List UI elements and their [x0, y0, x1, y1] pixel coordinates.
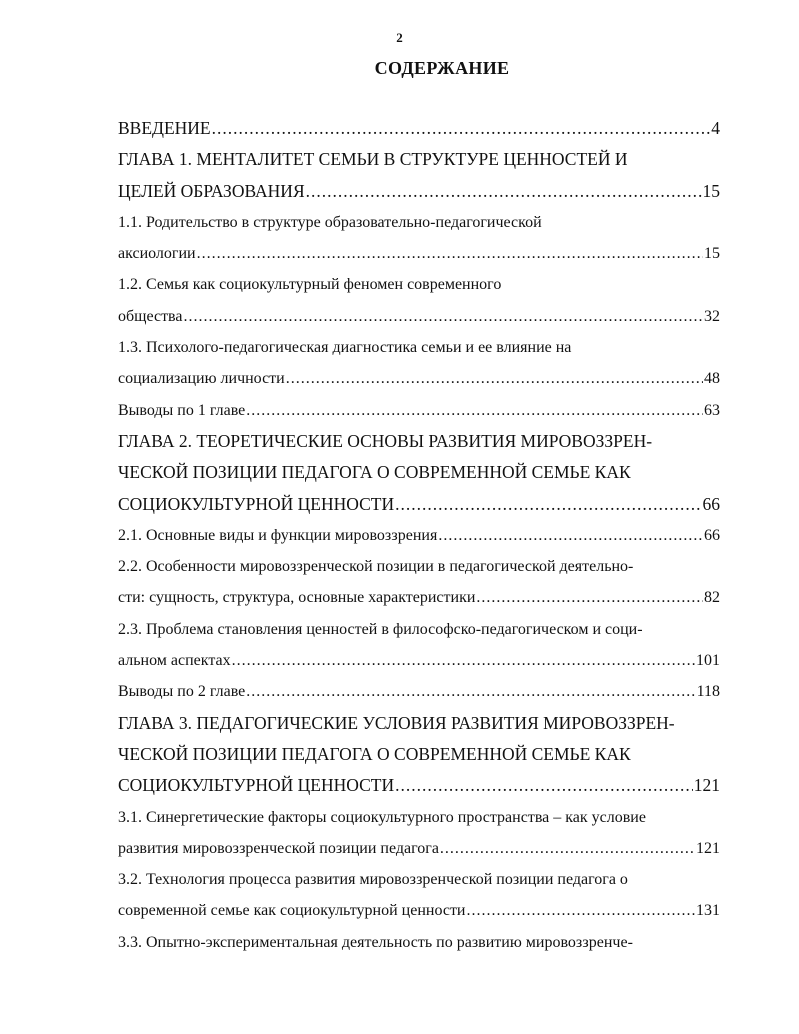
toc-entry-text: ЧЕСКОЙ ПОЗИЦИИ ПЕДАГОГА О СОВРЕМЕННОЙ СЕМЬЕ КАК [118, 462, 631, 483]
toc-entry [118, 457, 720, 488]
toc-entry-text: 1.2. Семья как социокультурный феномен современного [118, 276, 502, 294]
toc-entry [118, 363, 720, 394]
toc-entry-text: альном аспектах [118, 652, 231, 670]
toc-entry [118, 927, 720, 958]
toc-entry-text: СОЦИОКУЛЬТУРНОЙ ЦЕННОСТИ [118, 493, 395, 514]
toc-entry-text: сти: сущность, структура, основные характеристики [118, 589, 476, 607]
toc-dot-leader [306, 176, 702, 207]
toc-dot-leader [232, 645, 695, 676]
toc-dot-leader [197, 238, 703, 269]
toc-entry [118, 144, 720, 175]
toc-dot-leader [395, 770, 693, 801]
toc-entry-text: 2.2. Особенности мировоззренческой позиции в педагогической деятельно- [118, 558, 634, 576]
toc-entry [118, 895, 720, 926]
toc-entry [118, 864, 720, 895]
toc-entry [118, 489, 720, 520]
toc-entry-page: 15 [704, 245, 720, 263]
toc-entry [118, 802, 720, 833]
toc-entry-text: социализацию личности [118, 370, 285, 388]
toc-entry-page: 15 [702, 180, 720, 201]
toc-entry-text: 3.3. Опытно-экспериментальная деятельность по развитию мировоззренче- [118, 933, 633, 951]
toc-entry-page: 131 [696, 902, 720, 920]
toc-entry [118, 645, 720, 676]
toc-entry-text: ЧЕСКОЙ ПОЗИЦИИ ПЕДАГОГА О СОВРЕМЕННОЙ СЕМЬЕ КАК [118, 743, 631, 764]
toc-entry-text: развития мировоззренческой позиции педагога [118, 839, 439, 857]
toc-entry-text: 2.1. Основные виды и функции мировоззрения [118, 526, 438, 544]
toc-entry-page: 118 [696, 683, 720, 701]
toc-entry [118, 207, 720, 238]
toc-entry [118, 833, 720, 864]
toc-dot-leader [395, 489, 701, 520]
toc-entry [118, 332, 720, 363]
toc-entry-text: общества [118, 307, 183, 325]
toc-dot-leader [476, 582, 703, 613]
toc-entry [118, 739, 720, 770]
toc-entry-text: 3.2. Технология процесса развития мировоззренческой позиции педагога о [118, 871, 628, 889]
toc-entry-text: ГЛАВА 3. ПЕДАГОГИЧЕСКИЕ УСЛОВИЯ РАЗВИТИЯ МИРОВОЗЗРЕН- [118, 712, 675, 733]
toc-entry-text: ГЛАВА 2. ТЕОРЕТИЧЕСКИЕ ОСНОВЫ РАЗВИТИЯ МИРОВОЗЗРЕН- [118, 430, 653, 451]
toc-entry-text: 3.1. Синергетические факторы социокультурного пространства – как условие [118, 808, 646, 826]
toc-entry-text: 1.3. Психолого-педагогическая диагностика семьи и ее влияние на [118, 339, 572, 357]
toc-entry [118, 708, 720, 739]
toc-entry-page: 63 [704, 401, 720, 419]
toc-title: СОДЕРЖАНИЕ [374, 58, 510, 78]
toc-entry-page: 82 [704, 589, 720, 607]
toc-entry-text: аксиологии [118, 245, 196, 263]
toc-entry-page: 32 [704, 307, 720, 325]
toc-entry-page: 48 [704, 370, 720, 388]
toc-entry [118, 551, 720, 582]
table-of-contents [118, 113, 720, 958]
toc-entry [118, 269, 720, 300]
toc-dot-leader [438, 520, 703, 551]
toc-dot-leader [212, 113, 711, 144]
toc-entry-text: 2.3. Проблема становления ценностей в философско-педагогическом и соци- [118, 620, 643, 638]
toc-dot-leader [440, 833, 695, 864]
toc-entry [118, 520, 720, 551]
toc-dot-leader [467, 895, 696, 926]
toc-entry [118, 395, 720, 426]
toc-entry-page: 121 [696, 839, 720, 857]
toc-entry [118, 426, 720, 457]
toc-dot-leader [286, 363, 703, 394]
toc-entry-text: 1.1. Родительство в структуре образовательно-педагогической [118, 213, 542, 231]
toc-entry [118, 582, 720, 613]
toc-entry-text: ВВЕДЕНИЕ [118, 118, 211, 138]
toc-entry-text: Выводы по 1 главе [118, 401, 246, 419]
toc-entry [118, 770, 720, 801]
toc-entry-page: 66 [702, 493, 720, 514]
toc-entry [118, 676, 720, 707]
toc-dot-leader [246, 676, 695, 707]
toc-dot-leader [246, 395, 703, 426]
page-number: 2 [396, 30, 403, 45]
toc-entry [118, 176, 720, 207]
toc-entry-text: современной семье как социокультурной ценности [118, 902, 466, 920]
toc-entry-page: 101 [696, 652, 720, 670]
toc-entry-page: 121 [693, 775, 720, 796]
toc-entry-text: ГЛАВА 1. МЕНТАЛИТЕТ СЕМЬИ В СТРУКТУРЕ ЦЕННОСТЕЙ И [118, 149, 628, 170]
toc-entry-text: Выводы по 2 главе [118, 683, 246, 701]
toc-entry-text: СОЦИОКУЛЬТУРНОЙ ЦЕННОСТИ [118, 775, 395, 796]
toc-entry [118, 238, 720, 269]
toc-dot-leader [184, 301, 704, 332]
toc-entry-page: 66 [704, 526, 720, 544]
toc-entry [118, 301, 720, 332]
toc-entry [118, 113, 720, 144]
toc-entry-page: 4 [711, 118, 720, 138]
toc-entry [118, 614, 720, 645]
toc-entry-text: ЦЕЛЕЙ ОБРАЗОВАНИЯ [118, 180, 305, 201]
